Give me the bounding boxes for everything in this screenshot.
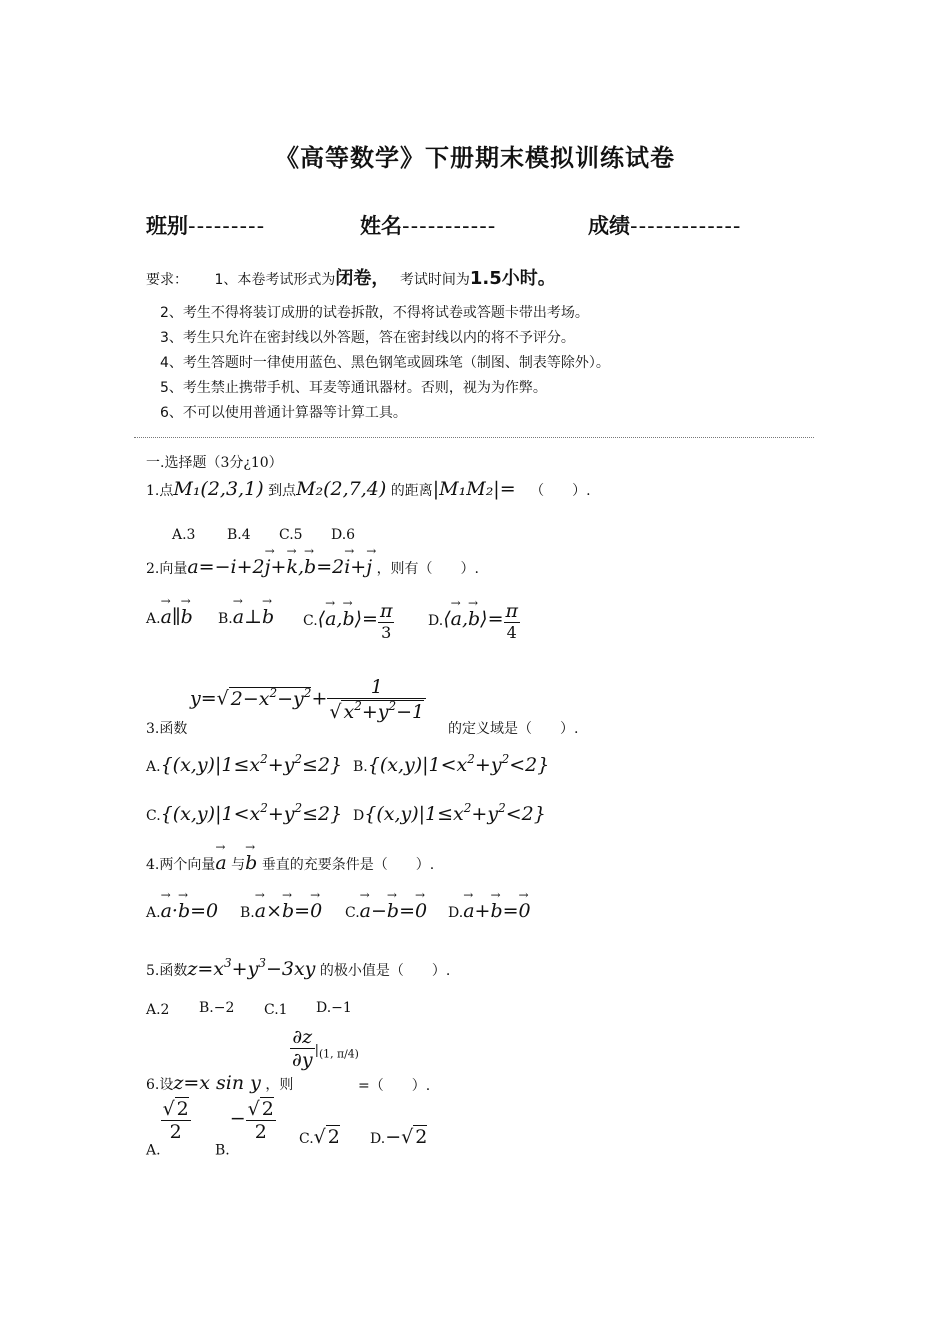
score-field	[588, 210, 742, 240]
q4-suffix: 垂直的充要条件是（ ）.	[261, 857, 435, 873]
requirement-6: 6、不可以使用普通计算器等计算工具。	[160, 405, 407, 421]
requirement-4: 4、考生答题时一律使用蓝色、黑色钢笔或圆珠笔（制图、制表等除外）。	[160, 355, 610, 371]
q4-option-b-label: B.	[240, 905, 255, 921]
name-label: 姓名	[360, 214, 402, 238]
class-line: ---------	[188, 214, 266, 238]
q6-option-c: C.√ 2	[299, 1126, 340, 1148]
requirements-label: 要求：	[146, 272, 188, 288]
q1-expr: |M₁M₂|=	[432, 478, 516, 500]
q1-point1: M₁(2,3,1)	[173, 478, 264, 500]
q2-option-b: B.→ a⊥→ b	[218, 606, 274, 628]
q4-option-a: A.→ a·→ b=0	[146, 900, 218, 922]
q2-option-a: A.→ a∥→ b	[146, 606, 193, 628]
q1-suffix: 的距离	[390, 483, 433, 499]
q4-prefix: 4.两个向量	[146, 857, 216, 873]
question-2	[146, 556, 479, 578]
q1-mid: 到点	[268, 483, 297, 499]
q6-prefix: 6.设	[146, 1077, 174, 1093]
name-field	[360, 210, 496, 240]
q2-option-d: D.⟨→ a,→ b⟩= $\frac{\pi}{4}$	[428, 600, 520, 642]
q4-option-c-label: C.	[345, 905, 360, 921]
q1-blank: （ ）.	[530, 483, 591, 499]
q6-option-c-label: C.	[299, 1131, 314, 1147]
q2-option-c: C.⟨→ a,→ b⟩= $\frac{\pi}{3}$	[303, 600, 394, 642]
q3-option-b-label: B.	[353, 759, 368, 775]
question-1	[146, 478, 591, 500]
requirement-3: 3、考生只允许在密封线以外答题，答在密封线以内的将不予评分。	[160, 330, 575, 346]
q3-option-c-label: C.	[146, 808, 161, 824]
q2-formula: a=−i+2→ j+→ k,→ b=2→ i+→ j	[187, 556, 372, 578]
divider	[134, 437, 814, 438]
q3-option-c: $C.\{(x,y)|1<x^2+y^2\le 2\}$	[146, 801, 343, 825]
q5-suffix: 的极小值是（ ）.	[319, 963, 451, 979]
q1-option-b: B.4	[227, 527, 251, 543]
question-5: 5.函数$z=x^3+y^3-3xy$ 的极小值是（ ）.	[146, 956, 451, 980]
class-label: 班别	[146, 214, 188, 238]
q3-option-a-label: A.	[146, 759, 161, 775]
q2-prefix: 2.向量	[146, 561, 188, 577]
req1-bold-time: 1.5小时。	[469, 268, 556, 289]
q1-option-d: D.6	[331, 527, 356, 543]
score-label: 成绩	[588, 214, 630, 238]
q4-option-d: D.→ a+→ b=→ 0	[448, 900, 531, 922]
q6-option-d: D.−√ 2	[370, 1126, 428, 1148]
q2-option-b-label: B.	[218, 611, 233, 627]
q5-prefix: 5.函数	[146, 963, 188, 979]
req1-mid: 考试时间为	[399, 272, 470, 288]
q6-option-a-label: A.	[146, 1142, 161, 1159]
score-line: -------------	[630, 214, 742, 238]
q2-suffix: ，则有（ ）.	[376, 561, 480, 577]
q6-option-d-label: D.	[370, 1131, 386, 1147]
q3-formula: y=√ $2-x^2-y^2+$ $\frac{1}{√ x^2+y^2-1}$	[190, 676, 425, 723]
q3-suffix: 的定义域是（ ）.	[448, 721, 579, 737]
section-heading: 一.选择题（3分¿10）	[146, 455, 283, 471]
requirement-5: 5、考生禁止携带手机、耳麦等通讯器材。否则，视为为作弊。	[160, 380, 547, 396]
q3-option-d-label: D	[353, 808, 365, 824]
q6-derivative: $\frac{\partial z}{\partial y}$ $|_{(1, \pi/4)}$	[292, 1026, 359, 1071]
q1-option-c: C.5	[279, 527, 303, 543]
q5-option-c: C.1	[264, 1002, 288, 1018]
question-6: 6.设z=x sin y ，则	[146, 1072, 294, 1094]
q5-option-b: B.−2	[199, 1000, 235, 1016]
q3-option-d: $D\{(x,y)|1\le x^2+y^2<2\}$	[353, 801, 546, 825]
q5-option-a: A.2	[146, 1002, 170, 1018]
q3-prefix: 3.函数	[146, 721, 188, 737]
q3-option-b: $B.\{(x,y)|1<x^2+y^2<2\}$	[353, 752, 550, 776]
name-line: -----------	[402, 214, 497, 238]
q4-option-d-label: D.	[448, 905, 464, 921]
q5-option-d: D.−1	[316, 1000, 352, 1016]
q6-option-b-label: B.	[215, 1142, 230, 1159]
requirement-1	[146, 264, 556, 290]
q1-option-a: A.3	[172, 527, 196, 543]
q6-option-b: B.− $\frac{√ 2}{2}$	[215, 1098, 274, 1159]
q3-option-a: $A.\{(x,y)|1\le x^2+y^2\le 2\}$	[146, 752, 343, 776]
q2-option-c-label: C.	[303, 613, 318, 629]
req1-bold-closed: 闭卷，	[335, 268, 390, 289]
q6-mid: ，则	[265, 1077, 294, 1093]
class-field	[146, 210, 265, 240]
q4-option-a-label: A.	[146, 905, 161, 921]
q1-prefix: 1.点	[146, 483, 174, 499]
q6-suffix: =（ ）.	[358, 1078, 431, 1094]
q1-point2: M₂(2,7,4)	[296, 478, 387, 500]
q2-option-a-label: A.	[146, 611, 161, 627]
requirement-2: 2、考生不得将装订成册的试卷拆散，不得将试卷或答题卡带出考场。	[160, 305, 589, 321]
q4-option-b: B.→ a×→ b=→ 0	[240, 900, 322, 922]
req1-prefix: 1、本卷考试形式为	[214, 272, 336, 288]
page-title: 《高等数学》下册期末模拟训练试卷	[275, 144, 675, 172]
q4-mid: 与	[231, 857, 246, 873]
q6-option-a: A. $\frac{√ 2}{2}$	[146, 1098, 189, 1159]
q2-option-d-label: D.	[428, 613, 444, 629]
question-4: 4.两个向量→ a 与→ b 垂直的充要条件是（ ）.	[146, 852, 434, 874]
q4-option-c: C.→ a−→ b=→ 0	[345, 900, 427, 922]
